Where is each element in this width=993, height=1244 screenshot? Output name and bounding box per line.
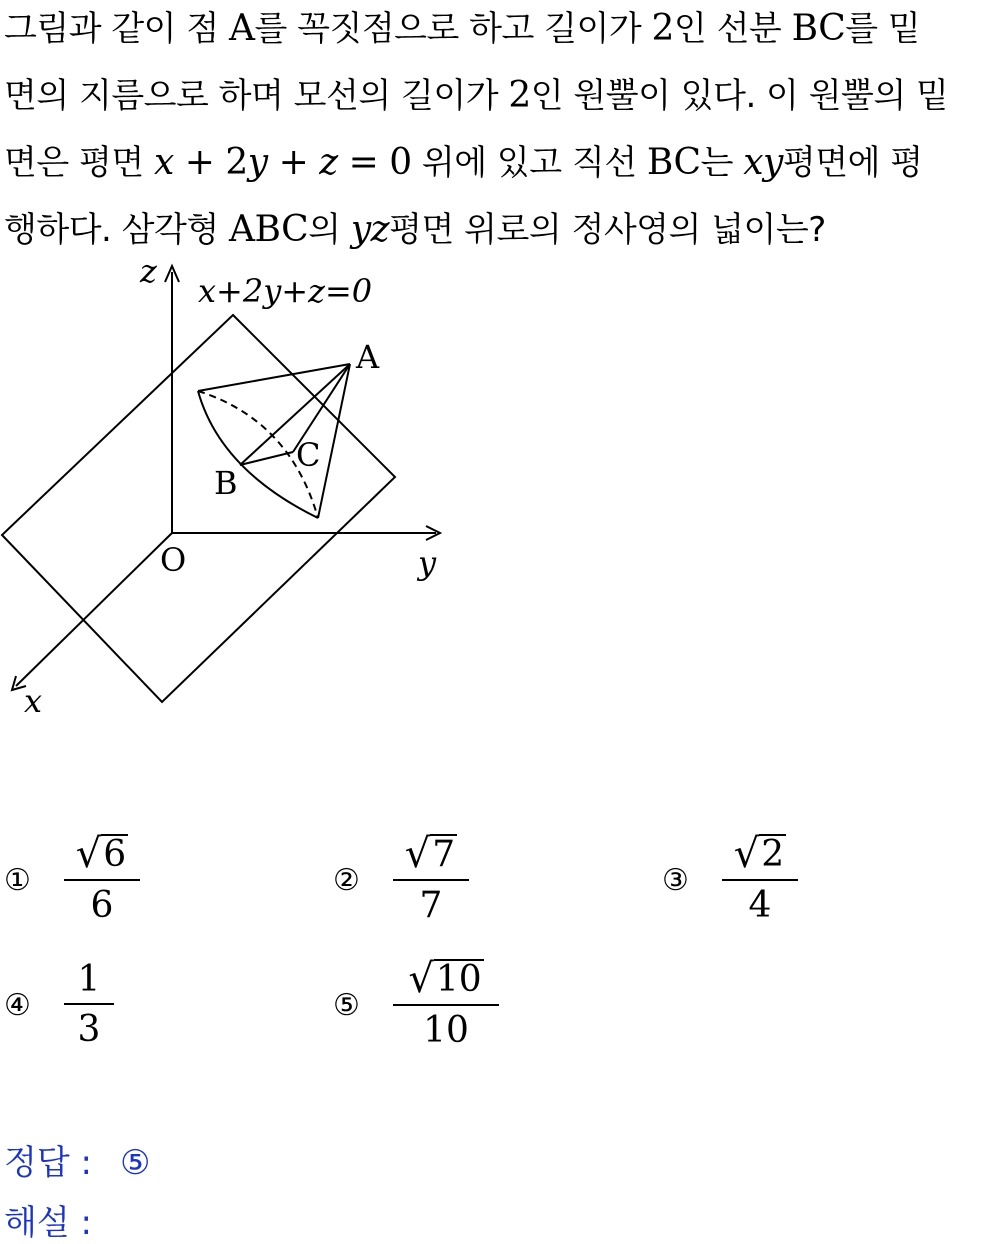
numerator: 1	[77, 959, 101, 1000]
y-axis-label: y	[418, 544, 437, 582]
denominator: 4	[722, 879, 798, 927]
text: 의	[308, 210, 351, 250]
text: 행하다. 삼각형	[4, 210, 229, 250]
text: 인 선분	[673, 9, 792, 49]
choice-fraction: √ 6 6	[64, 834, 140, 927]
answer-label: 정답 :	[4, 1143, 92, 1183]
answer-line	[4, 1135, 150, 1184]
choice-3[interactable]	[662, 830, 798, 930]
choice-marker: ①	[4, 862, 31, 898]
text: 를 꼭짓점으로 하고 길이가	[254, 9, 652, 49]
radicand: 6	[103, 833, 127, 875]
x-axis	[16, 533, 172, 686]
text: 는	[700, 143, 744, 183]
explanation-line	[4, 1195, 92, 1244]
text: 그림과 같이 점	[4, 9, 229, 49]
plane-label: x+2y+z=0	[198, 272, 373, 310]
choice-1[interactable]	[4, 830, 140, 930]
point-b-label: B	[214, 464, 238, 502]
radicand: 7	[432, 833, 456, 875]
point-a-ref: A	[229, 8, 255, 49]
choice-4[interactable]	[4, 955, 114, 1055]
choice-marker: ②	[333, 862, 360, 898]
answer-value: ⑤	[119, 1143, 151, 1183]
x-axis-label: x	[24, 682, 43, 720]
cone-figure	[0, 250, 460, 730]
problem-line-1	[4, 0, 989, 67]
point-a-label: A	[356, 338, 380, 376]
choice-2[interactable]	[333, 830, 469, 930]
text: 위에 있고 직선	[411, 143, 647, 183]
z-axis-label: z	[140, 252, 157, 290]
point-c-label: C	[296, 436, 321, 474]
line-ref: BC	[646, 142, 701, 183]
problem-text	[4, 0, 989, 268]
text: 를 밑	[845, 9, 921, 49]
cone-edge-top	[198, 364, 350, 391]
var-y: y	[247, 142, 268, 183]
choice-marker: ③	[662, 862, 689, 898]
choice-fraction: √ 10 10	[393, 959, 499, 1052]
var-z: z	[319, 142, 338, 183]
denominator: 7	[393, 879, 469, 927]
triangle-ref: ABC	[229, 209, 309, 250]
radicand: 2	[761, 833, 785, 875]
denominator: 3	[64, 1003, 114, 1051]
choice-marker: ⑤	[333, 987, 360, 1023]
text: 인 원뿔이 있다. 이 원뿔의 밑	[530, 76, 949, 116]
problem-line-3	[4, 134, 989, 201]
var-x: x	[154, 142, 174, 183]
text: 면은 평면	[4, 143, 154, 183]
radicand: 10	[435, 958, 482, 1000]
math: + 2	[173, 142, 248, 183]
choice-5[interactable]	[333, 955, 499, 1055]
math: = 0	[337, 142, 412, 183]
plane-shape	[2, 315, 395, 702]
segment-ref: BC	[791, 8, 846, 49]
choice-marker: ④	[4, 987, 31, 1023]
problem-line-2	[4, 67, 989, 134]
plane-ref: yz	[350, 209, 390, 250]
math: +	[267, 142, 320, 183]
text: 평면 위로의 정사영의 넓이는?	[389, 210, 826, 250]
text: 평면에 평	[782, 143, 923, 183]
origin-label: O	[160, 541, 187, 579]
number: 2	[508, 75, 531, 116]
denominator: 10	[393, 1004, 499, 1052]
choice-fraction	[64, 959, 114, 1051]
number: 2	[651, 8, 674, 49]
choice-fraction: √ 7 7	[393, 834, 469, 927]
denominator: 6	[64, 879, 140, 927]
plane-ref: xy	[743, 142, 783, 183]
text: 면의 지름으로 하며 모선의 길이가	[4, 76, 509, 116]
choice-fraction: √ 2 4	[722, 834, 798, 927]
explanation-label: 해설 :	[4, 1203, 92, 1243]
figure-svg	[0, 250, 460, 730]
